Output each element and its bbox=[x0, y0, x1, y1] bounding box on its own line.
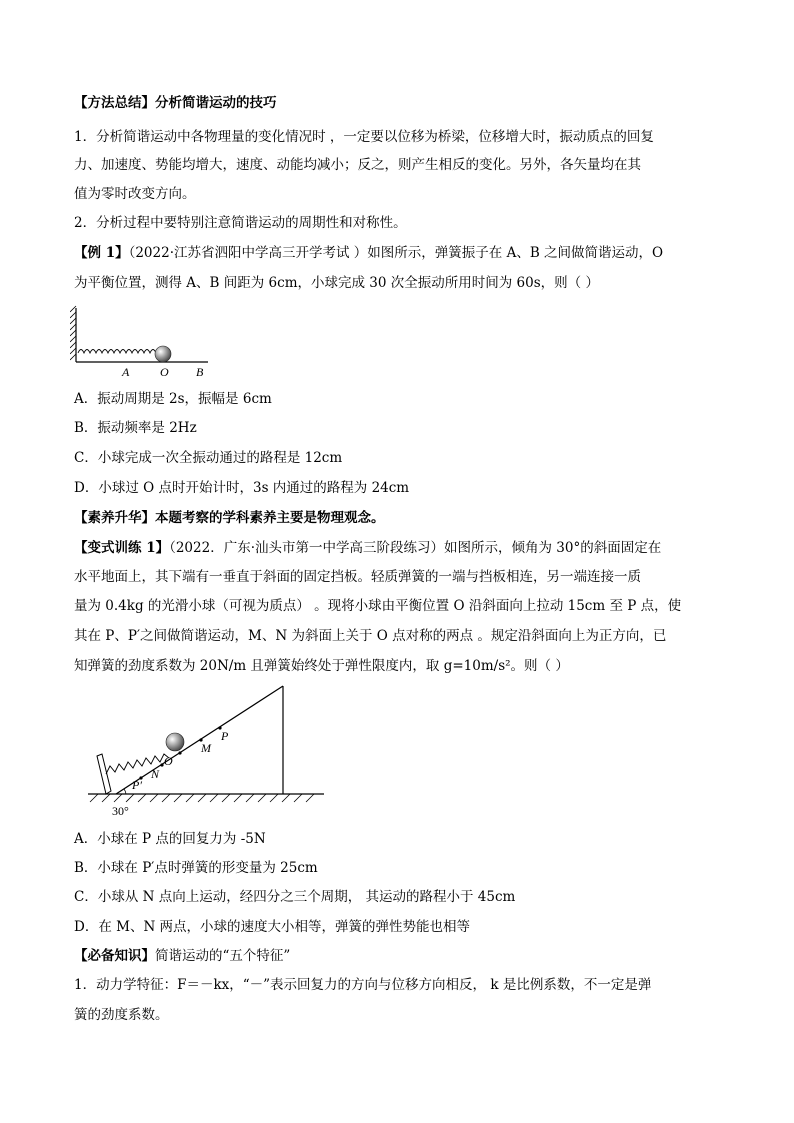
knowledge-line-1: 1．动力学特征：F＝－kx，“－”表示回复力的方向与位移方向相反， k 是比例系数，不一定是弹 bbox=[74, 977, 652, 993]
method-point-1-line-3: 值为零时改变方向。 bbox=[74, 186, 196, 202]
spring-oscillator-figure bbox=[70, 300, 220, 380]
label-A: A bbox=[122, 365, 130, 379]
example-1-option-d: D．小球过 O 点时开始计时，3s 内通过的路程为 24cm bbox=[74, 480, 410, 496]
method-heading: 【方法总结】分析简谐运动的技巧 bbox=[74, 95, 277, 111]
variant-1-option-d: D．在 M、N 两点，小球的速度大小相等，弹簧的弹性势能也相等 bbox=[74, 919, 471, 935]
incline-spring-figure bbox=[80, 682, 330, 822]
variant-1-line-2: 水平地面上，其下端有一垂直于斜面的固定挡板。轻质弹簧的一端与挡板相连，另一端连接一质 bbox=[74, 569, 641, 585]
method-point-2: 2．分析过程中要特别注意简谐运动的周期性和对称性。 bbox=[74, 215, 407, 231]
example-1-option-a: A．振动周期是 2s，振幅是 6cm bbox=[74, 391, 272, 407]
variant-1-label: 【变式训练 1】 bbox=[74, 540, 170, 556]
knowledge-heading bbox=[74, 945, 724, 967]
variant-1-line-4: 其在 P、P′之间做简谐运动，M、N 为斜面上关于 O 点对称的两点 。规定沿斜面向上为正方向，已 bbox=[74, 628, 667, 644]
example-1-label: 【例 1】 bbox=[74, 245, 129, 261]
variant-1-line-1 bbox=[74, 537, 724, 559]
label-P-prime: P′ bbox=[132, 778, 142, 792]
variant-1-option-a: A．小球在 P 点的回复力为 -5N bbox=[74, 831, 266, 847]
label-P: P bbox=[221, 729, 229, 743]
knowledge-title: 简谐运动的“五个特征” bbox=[155, 948, 291, 964]
example-1-line-2: 为平衡位置，测得 A、B 间距为 6cm，小球完成 30 次全振动所用时间为 60s，则（ ） bbox=[74, 275, 599, 291]
variant-1-option-b: B．小球在 P′点时弹簧的形变量为 25cm bbox=[74, 860, 318, 876]
knowledge-line-2: 簧的劲度系数。 bbox=[74, 1007, 169, 1023]
method-point-1-line-1: 1．分析简谐运动中各物理量的变化情况时 ，一定要以位移为桥梁，位移增大时，振动质点的回复 bbox=[74, 129, 654, 145]
label-angle: 30° bbox=[112, 804, 129, 818]
knowledge-label: 【必备知识】 bbox=[74, 948, 155, 964]
variant-1-line-5: 知弹簧的劲度系数为 20N/m 且弹簧始终处于弹性限度内，取 g=10m/s²。则（ ） bbox=[74, 658, 569, 674]
method-point-1-line-2: 力、加速度、势能均增大，速度、动能均减小；反之，则产生相反的变化。另外，各矢量均在其 bbox=[74, 157, 641, 173]
literacy-note: 【素养升华】本题考察的学科素养主要是物理观念。 bbox=[74, 510, 385, 526]
variant-1-option-c: C．小球从 N 点向上运动，经四分之三个周期， 其运动的路程小于 45cm bbox=[74, 889, 516, 905]
label-O: O bbox=[164, 754, 173, 768]
label-N: N bbox=[151, 767, 160, 781]
example-1-text-1: （2022·江苏省泗阳中学高三开学考试 ）如图所示，弹簧振子在 A、B 之间做简谐运动，O bbox=[128, 245, 664, 261]
example-1-line-1 bbox=[74, 242, 724, 264]
example-1-option-b: B．振动频率是 2Hz bbox=[74, 420, 197, 436]
variant-1-line-3: 量为 0.4kg 的光滑小球（可视为质点） 。现将小球由平衡位置 O 沿斜面向上拉动 15cm 至 P 点，使 bbox=[74, 598, 682, 614]
example-1-option-c: C．小球完成一次全振动通过的路程是 12cm bbox=[74, 450, 343, 466]
label-O: O bbox=[160, 365, 169, 379]
variant-1-text-1: （2022．广东·汕头市第一中学高三阶段练习）如图所示，倾角为 30°的斜面固定在 bbox=[169, 540, 662, 556]
label-M: M bbox=[201, 741, 211, 755]
label-B: B bbox=[196, 365, 204, 379]
